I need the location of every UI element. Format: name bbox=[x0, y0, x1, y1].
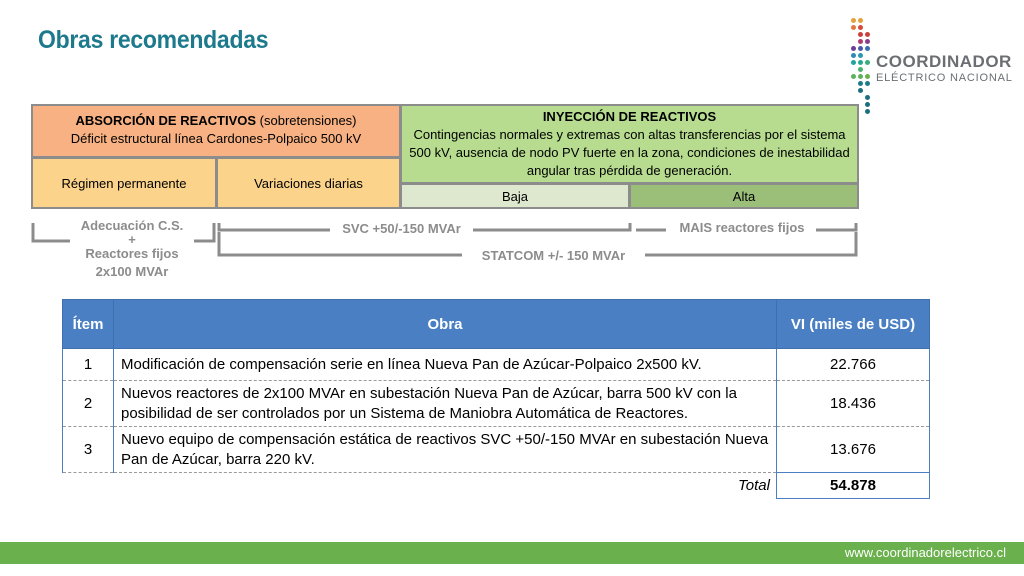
statcom-label: STATCOM +/- 150 MVAr bbox=[462, 249, 645, 263]
baja-box: Baja bbox=[400, 183, 630, 209]
adecuacion-bracket-right bbox=[194, 223, 214, 241]
page-title: Obras recomendadas bbox=[38, 26, 269, 54]
row-vi: 13.676 bbox=[777, 427, 930, 473]
row-item: 3 bbox=[63, 427, 114, 473]
table-row bbox=[63, 349, 930, 381]
footer-url-link[interactable]: www.coordinadorelectrico.cl bbox=[844, 545, 1006, 560]
absorcion-title: ABSORCIÓN DE REACTIVOS bbox=[75, 113, 257, 128]
table-row bbox=[63, 381, 930, 427]
svc-line-left bbox=[219, 223, 330, 230]
obras-table bbox=[62, 299, 930, 499]
inyeccion-text: Contingencias normales y extremas con altas transferencias por el sistema 500 kV, ausencia de nodo PV fuerte en la zona, condiciones de inestabilidad angular tras pérdida de generación. bbox=[409, 127, 850, 178]
table-row bbox=[63, 427, 930, 473]
total-value: 54.878 bbox=[777, 473, 930, 499]
adecuacion-line3: Reactores fijos bbox=[85, 246, 179, 261]
total-row bbox=[63, 473, 930, 499]
mais-line-right bbox=[816, 223, 856, 230]
regimen-permanente-box: Régimen permanente bbox=[31, 157, 217, 209]
variaciones-diarias-box: Variaciones diarias bbox=[216, 157, 401, 209]
row-vi: 22.766 bbox=[777, 349, 930, 381]
adecuacion-line4: 2x100 MVAr bbox=[95, 264, 169, 279]
adecuacion-line1: Adecuación C.S. bbox=[80, 218, 184, 233]
row-item: 2 bbox=[63, 381, 114, 427]
inyeccion-title: INYECCIÓN DE REACTIVOS bbox=[542, 109, 717, 124]
total-spacer bbox=[63, 473, 114, 499]
footer-bar bbox=[0, 542, 1024, 564]
row-vi: 18.436 bbox=[777, 381, 930, 427]
mais-label: MAIS reactores fijos bbox=[668, 221, 816, 235]
total-label: Total bbox=[738, 477, 770, 495]
alta-box: Alta bbox=[629, 183, 859, 209]
absorcion-title-suffix: (sobretensiones) bbox=[256, 113, 357, 128]
header-vi: VI (miles de USD) bbox=[777, 300, 930, 349]
logo-text-line2: ELÉCTRICO NACIONAL bbox=[876, 72, 1013, 84]
statcom-line-right bbox=[645, 232, 856, 255]
row-obra: Nuevo equipo de compensación estática de reactivos SVC +50/-150 MVAr en subestación Nueva Pan de Azúcar, barra 220 kV. bbox=[114, 427, 777, 473]
header-obra: Obra bbox=[114, 300, 777, 349]
header-item: Ítem bbox=[63, 300, 114, 349]
adecuacion-label bbox=[70, 219, 194, 279]
row-obra: Nuevos reactores de 2x100 MVAr en subestación Nueva Pan de Azúcar, barra 500 kV con la posibilidad de ser controlados por un Sistema de Maniobra Automática de Reactores. bbox=[114, 381, 777, 427]
svc-line-right bbox=[473, 223, 630, 230]
logo-text-line1: COORDINADOR bbox=[876, 52, 1012, 71]
svc-label: SVC +50/-150 MVAr bbox=[330, 222, 473, 236]
absorcion-subtitle: Déficit estructural línea Cardones-Polpaico 500 kV bbox=[70, 131, 362, 146]
row-item: 1 bbox=[63, 349, 114, 381]
adecuacion-line2: + bbox=[128, 232, 136, 247]
row-obra: Modificación de compensación serie en línea Nueva Pan de Azúcar-Polpaico 2x500 kV. bbox=[114, 349, 777, 381]
adecuacion-bracket-left bbox=[33, 223, 72, 241]
